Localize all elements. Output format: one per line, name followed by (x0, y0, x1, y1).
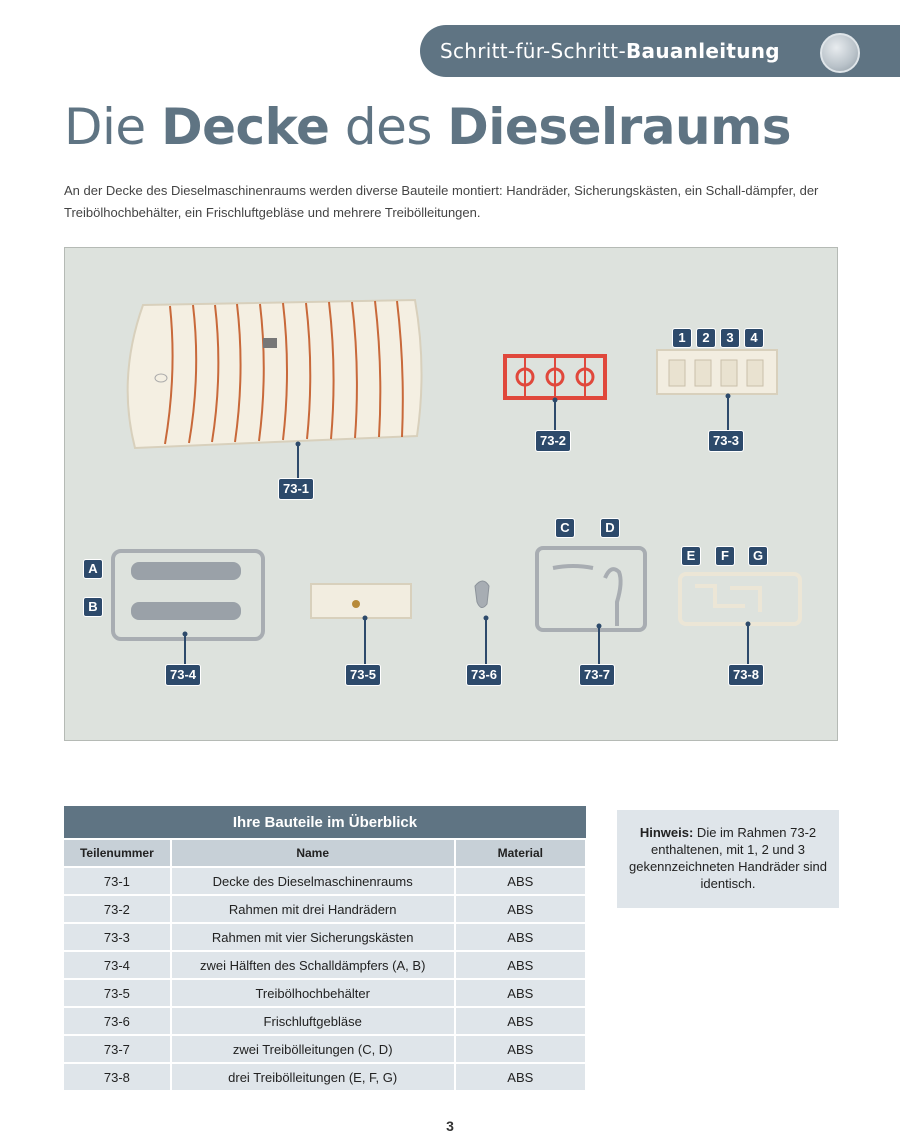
part-73-8-shape (680, 574, 800, 624)
table-row (64, 1007, 586, 1035)
label-e: E (681, 546, 701, 566)
page-number: 3 (446, 1118, 454, 1134)
cell-name: zwei Hälften des Schalldämpfers (A, B) (171, 951, 455, 979)
label-73-6: 73-6 (466, 664, 502, 686)
label-d: D (600, 518, 620, 538)
cell-material: ABS (455, 1063, 586, 1090)
table-row (64, 923, 586, 951)
table-row (64, 1063, 586, 1090)
cell-number: 73-3 (64, 923, 171, 951)
cell-material: ABS (455, 923, 586, 951)
label-b: B (83, 597, 103, 617)
part-73-1-shape (128, 300, 422, 448)
col-header-teilenummer: Teilenummer (64, 839, 171, 867)
cell-material: ABS (455, 1035, 586, 1063)
intro-paragraph: An der Decke des Dieselmaschinenraums werden diverse Bauteile montiert: Handräder, Sicherungskästen, ein Schall-dämpfer, der Treibölhochbehälter, ein Frischluftgebläse und mehrere Treibölleitungen. (64, 183, 819, 220)
label-73-8: 73-8 (728, 664, 764, 686)
section-header-title: Schritt-für-Schritt-Bauanleitung (440, 39, 780, 63)
table-row (64, 951, 586, 979)
cell-name: Decke des Dieselmaschinenraums (171, 867, 455, 895)
cell-material: ABS (455, 895, 586, 923)
cell-number: 73-4 (64, 951, 171, 979)
parts-photo (64, 247, 838, 741)
label-73-3: 73-3 (708, 430, 744, 452)
hint-box (617, 810, 839, 908)
table-caption: Ihre Bauteile im Überblick (64, 806, 586, 839)
globe-icon (820, 33, 860, 73)
label-3: 3 (720, 328, 740, 348)
part-73-2-shape (505, 356, 605, 398)
label-g: G (748, 546, 768, 566)
cell-number: 73-2 (64, 895, 171, 923)
cell-material: ABS (455, 979, 586, 1007)
cell-name: Frischluftgebläse (171, 1007, 455, 1035)
cell-name: Rahmen mit vier Sicherungskästen (171, 923, 455, 951)
label-73-2: 73-2 (535, 430, 571, 452)
parts-table (64, 806, 587, 1090)
cell-number: 73-8 (64, 1063, 171, 1090)
hint-text: Die im Rahmen 73-2 enthaltenen, mit 1, 2 und 3 gekennzeichneten Handräder sind identisch. (628, 825, 828, 891)
label-1: 1 (672, 328, 692, 348)
cell-number: 73-7 (64, 1035, 171, 1063)
cell-name: zwei Treibölleitungen (C, D) (171, 1035, 455, 1063)
cell-name: drei Treibölleitungen (E, F, G) (171, 1063, 455, 1090)
cell-name: Treibölhochbehälter (171, 979, 455, 1007)
label-f: F (715, 546, 735, 566)
table-row (64, 979, 586, 1007)
label-73-1: 73-1 (278, 478, 314, 500)
hint-label: Hinweis: (639, 825, 694, 840)
cell-number: 73-6 (64, 1007, 171, 1035)
col-header-material: Material (455, 839, 586, 867)
col-header-name: Name (171, 839, 455, 867)
label-2: 2 (696, 328, 716, 348)
label-73-5: 73-5 (345, 664, 381, 686)
cell-material: ABS (455, 951, 586, 979)
label-c: C (555, 518, 575, 538)
part-73-3-shape (657, 350, 777, 394)
part-73-6-shape (475, 581, 489, 608)
label-73-7: 73-7 (579, 664, 615, 686)
label-a: A (83, 559, 103, 579)
part-73-4-shape (113, 551, 263, 639)
table-row (64, 867, 586, 895)
page-title: Die Decke des Dieselraums (64, 98, 791, 156)
table-row (64, 895, 586, 923)
part-73-5-shape (311, 584, 411, 618)
label-4: 4 (744, 328, 764, 348)
cell-name: Rahmen mit drei Handrädern (171, 895, 455, 923)
part-73-7-shape (537, 548, 645, 630)
cell-material: ABS (455, 1007, 586, 1035)
cell-material: ABS (455, 867, 586, 895)
cell-number: 73-5 (64, 979, 171, 1007)
table-row (64, 1035, 586, 1063)
cell-number: 73-1 (64, 867, 171, 895)
label-73-4: 73-4 (165, 664, 201, 686)
